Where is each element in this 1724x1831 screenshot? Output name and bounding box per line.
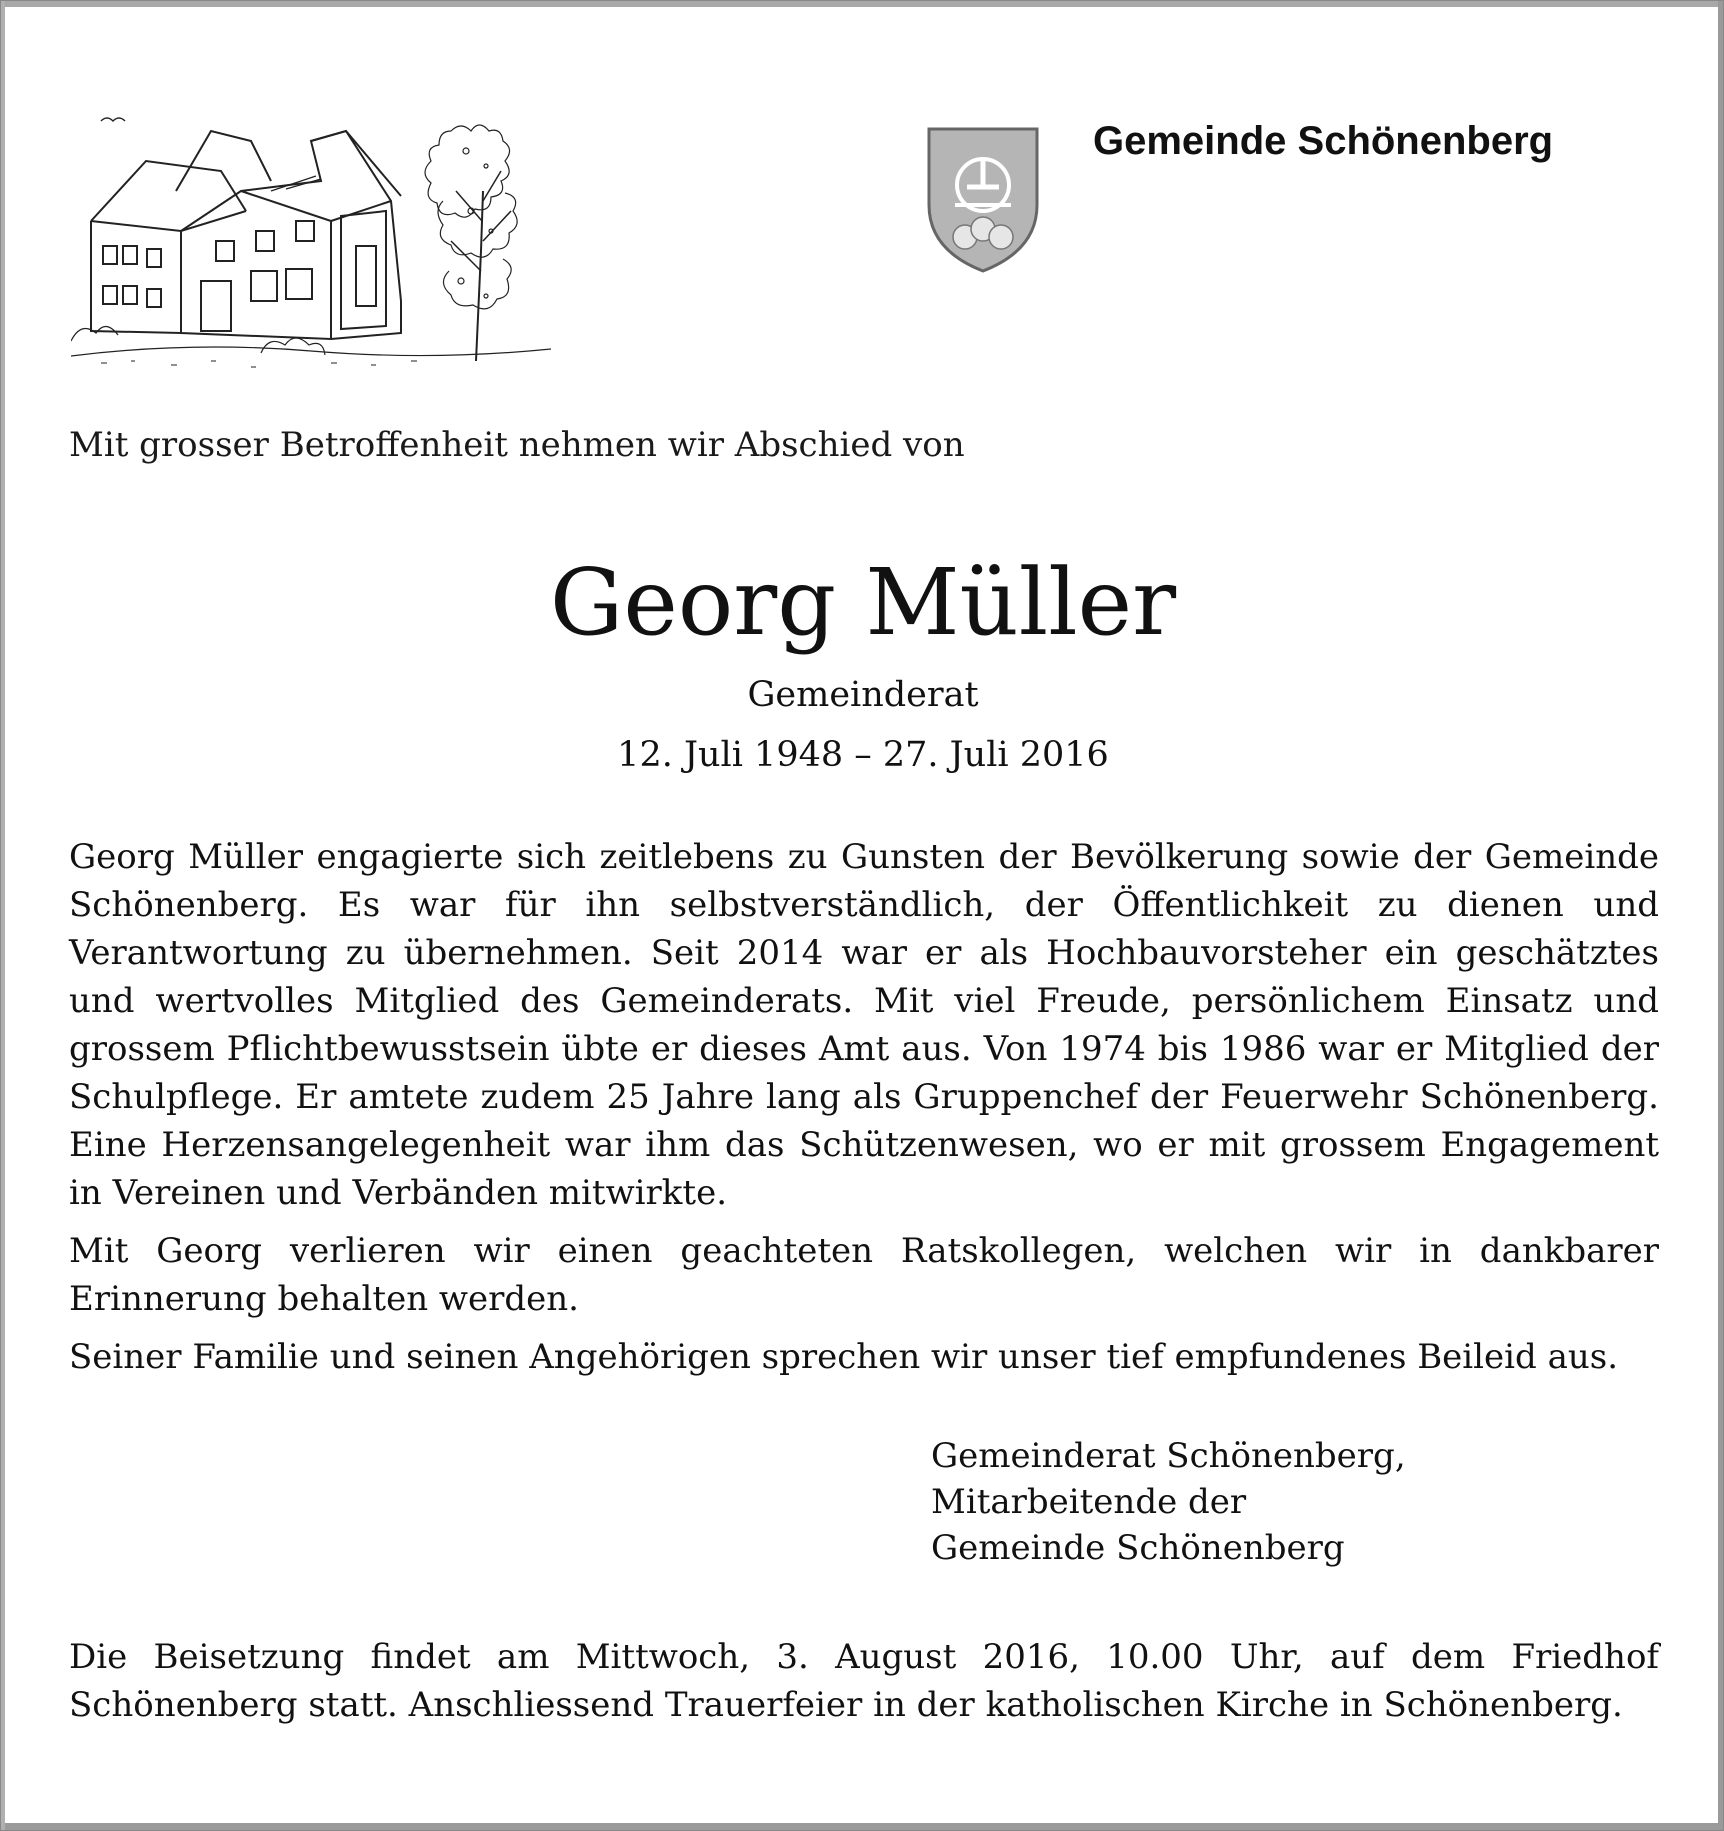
page-border-bottom bbox=[1, 1823, 1723, 1830]
page-border-right bbox=[1718, 1, 1723, 1830]
burial-notice: Die Beisetzung findet am Mittwoch, 3. August 2016, 10.00 Uhr, auf dem Friedhof Schönenberg statt. Anschliessend Trauerfeier in der katholischen Kirche in Schönenberg. bbox=[69, 1637, 1659, 1725]
signature-line: Gemeinde Schönenberg bbox=[931, 1528, 1345, 1568]
municipal-coat-of-arms-icon bbox=[925, 125, 1041, 275]
municipal-building-sketch-icon bbox=[71, 71, 551, 371]
intro-line: Mit grosser Betroffenheit nehmen wir Abschied von bbox=[69, 425, 965, 465]
signature-line: Mitarbeitende der bbox=[931, 1482, 1247, 1522]
municipality-name: Gemeinde Schönenberg bbox=[1093, 119, 1554, 163]
body-paragraph: Mit Georg verlieren wir einen geachteten Ratskollegen, welchen wir in dankbarer Erinnerung behalten werden. bbox=[69, 1231, 1659, 1319]
deceased-role: Gemeinderat bbox=[747, 675, 979, 715]
obituary-body bbox=[69, 833, 1659, 1391]
signature-line: Gemeinderat Schönenberg, bbox=[931, 1436, 1406, 1476]
body-paragraph: Georg Müller engagierte sich zeitlebens zu Gunsten der Bevölkerung sowie der Gemeinde Schönenberg. Es war für ihn selbstverständlich, der Öffentlichkeit zu dienen und Verantwortung zu übernehmen. Seit 2014 war er als Hochbauvorsteher ein geschätztes und wertvolles Mitglied des Gemeinderats. Mit viel Freude, persönlichem Einsatz und grossem Pflichtbewusstsein übte er dieses Amt aus. Von 1974 bis 1986 war er Mitglied der Schulpflege. Er amtete zudem 25 Jahre lang als Gruppenchef der Feuerwehr Schönenberg. Eine Herzensangelegenheit war ihm das Schützenwesen, wo er mit grossem Engagement in Vereinen und Verbänden mitwirkte. bbox=[69, 837, 1659, 1213]
signature-block bbox=[931, 1433, 1406, 1571]
body-paragraph: Seiner Familie und seinen Angehörigen sprechen wir unser tief empfundenes Beileid aus. bbox=[69, 1337, 1619, 1377]
deceased-name: Georg Müller bbox=[549, 549, 1177, 656]
life-dates: 12. Juli 1948 – 27. Juli 2016 bbox=[617, 735, 1109, 775]
